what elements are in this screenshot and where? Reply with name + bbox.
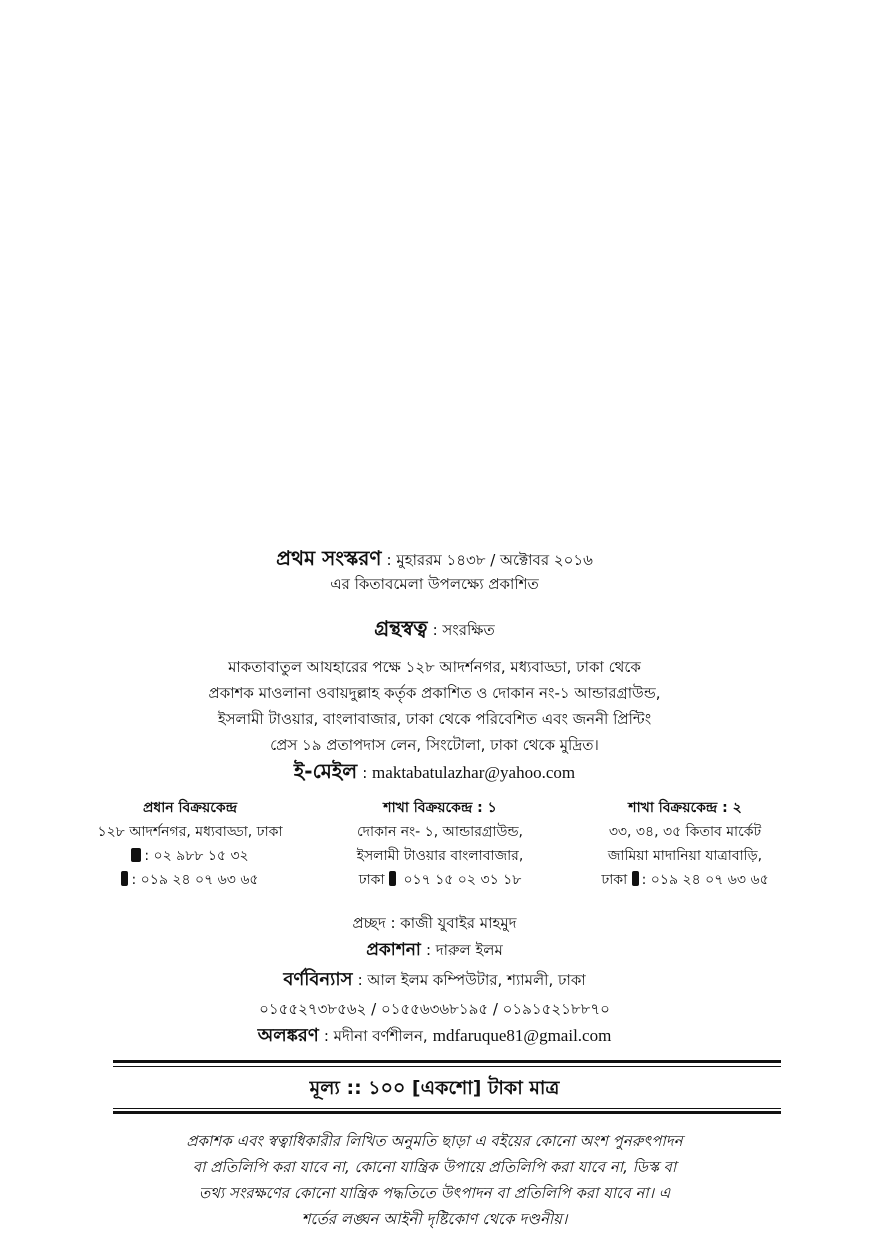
edition-label: প্রথম সংস্করণ — [276, 546, 382, 570]
disclaimer-line: বা প্রতিলিপি করা যাবে না, কোনো যান্ত্রিক উপায়ে প্রতিলিপি করা যাবে না, ডিস্ক বা — [192, 1158, 677, 1176]
divider-bottom-thick — [113, 1111, 781, 1114]
email-value: maktabatulazhar@yahoo.com — [372, 763, 576, 782]
decoration-credit: অলঙ্করণ : মদীনা বর্ণশীলন, mdfaruque81@gmail.com — [257, 1025, 612, 1046]
branch-1-line2: ইসলামী টাওয়ার বাংলাবাজার, — [356, 848, 524, 864]
decoration-email: mdfaruque81@gmail.com — [432, 1026, 612, 1045]
decoration-label: অলঙ্করণ — [257, 1025, 319, 1046]
publisher-line: প্রেস ১৯ প্রতাপদাস লেন, সিংটোলা, ঢাকা থেকে মুদ্রিত। — [270, 736, 599, 754]
copyright-line: গ্রন্থস্বত্ব : সংরক্ষিত — [374, 616, 495, 640]
branch-2-sales-center — [550, 796, 820, 892]
typeset-credit: বর্ণবিন্যাস : আল ইলম কম্পিউটার, শ্যামলী, ঢাকা — [283, 969, 586, 990]
cover-credit: প্রচ্ছদ : কাজী যুবাইর মাহমুদ — [352, 914, 517, 932]
branch-1-line1: দোকান নং- ১, আন্ডারগ্রাউন্ড, — [357, 824, 523, 840]
divider-top-thick — [113, 1060, 781, 1063]
branch-2-mobile-row — [550, 868, 820, 892]
copyright-value: সংরক্ষিত — [442, 621, 495, 639]
divider-top-thin — [113, 1066, 781, 1067]
edition-line: প্রথম সংস্করণ : মুহাররম ১৪৩৮ / অক্টোবর ২০১৬ — [276, 546, 593, 570]
branch-2-mobile: : ০১৯ ২৪ ০৭ ৬৩ ৬৫ — [641, 872, 769, 888]
branch-2-line1: ৩৩, ৩৪, ৩৫ কিতাব মার্কেট — [608, 824, 762, 840]
main-center-address: ১২৮ আদর্শনগর, মধ্যবাড্ডা, ঢাকা — [97, 824, 283, 840]
branch-1-sales-center — [305, 796, 575, 892]
branch-1-mobile: ০১৭ ১৫ ০২ ৩১ ১৮ — [403, 872, 522, 888]
edition-value: মুহাররম ১৪৩৮ / অক্টোবর ২০১৬ — [396, 551, 593, 569]
branch-2-line2: জামিয়া মাদানিয়া যাত্রাবাড়ি, — [607, 848, 763, 864]
branch-2-city: ঢাকা — [601, 872, 628, 888]
disclaimer-line: শর্তের লঙ্ঘন আইনী দৃষ্টিকোণ থেকে দণ্ডনীয়। — [301, 1210, 568, 1228]
typeset-label: বর্ণবিন্যাস — [283, 969, 353, 990]
typeset-value: আল ইলম কম্পিউটার, শ্যামলী, ঢাকা — [367, 971, 586, 989]
branch-1-title: শাখা বিক্রয়কেন্দ্র : ১ — [383, 800, 497, 816]
decoration-value: মদীনা বর্ণশীলন, — [333, 1027, 428, 1045]
publication-label: প্রকাশনা — [366, 940, 421, 960]
disclaimer-line: তথ্য সংরক্ষণের কোনো যান্ত্রিক পদ্ধতিতে উৎপাদন বা প্রতিলিপি করা যাবে না। এ — [198, 1184, 671, 1202]
mobile-phone-icon — [389, 871, 396, 886]
mobile-phone-icon — [632, 871, 639, 886]
edition-note: এর কিতাবমেলা উপলক্ষ্যে প্রকাশিত — [330, 575, 539, 593]
email-label: ই-মেইল — [293, 759, 358, 783]
publication-credit: প্রকাশনা : দারুল ইলম — [366, 940, 503, 960]
branch-2-title: শাখা বিক্রয়কেন্দ্র : ২ — [628, 800, 742, 816]
publisher-line: মাকতাবাতুল আযহারের পক্ষে ১২৮ আদর্শনগর, মধ্যবাড্ডা, ঢাকা থেকে — [228, 658, 641, 676]
copyright-label: গ্রন্থস্বত্ব — [374, 616, 428, 640]
disclaimer — [0, 1128, 869, 1232]
mobile-phone-icon — [121, 871, 128, 886]
price-line: মূল্য :: ১০০ [একশো] টাকা মাত্র — [309, 1077, 560, 1099]
main-center-mobile-row — [55, 868, 325, 892]
divider-bottom-thin — [113, 1108, 781, 1109]
main-center-title: প্রধান বিক্রয়কেন্দ্র — [142, 800, 238, 816]
branch-1-mobile-row — [305, 868, 575, 892]
publisher-line: প্রকাশক মাওলানা ওবায়দুল্লাহ কর্তৃক প্রকাশিত ও দোকান নং-১ আন্ডারগ্রাউন্ড, — [208, 684, 661, 702]
main-center-mobile: : ০১৯ ২৪ ০৭ ৬৩ ৬৫ — [131, 872, 259, 888]
email-line: ই-মেইল : maktabatulazhar@yahoo.com — [293, 759, 576, 783]
publication-value: দারুল ইলম — [435, 941, 503, 959]
main-center-phone-row — [55, 844, 325, 868]
branch-1-city: ঢাকা — [358, 872, 385, 888]
main-sales-center — [55, 796, 325, 892]
disclaimer-line: প্রকাশক এবং স্বত্বাধিকারীর লিখিত অনুমতি ছাড়া এ বইয়ের কোনো অংশ পুনরুৎপাদন — [186, 1132, 683, 1150]
telephone-icon — [131, 848, 141, 862]
main-center-phone: : ০২ ৯৮৮ ১৫ ৩২ — [144, 848, 249, 864]
typeset-phones: ০১৫৫২৭৩৮৫৬২ / ০১৫৫৬৩৬৮১৯৫ / ০১৯১৫২১৮৮৭০ — [259, 1000, 610, 1018]
publisher-line: ইসলামী টাওয়ার, বাংলাবাজার, ঢাকা থেকে পরিবেশিত এবং জননী প্রিন্টিং — [217, 710, 652, 728]
